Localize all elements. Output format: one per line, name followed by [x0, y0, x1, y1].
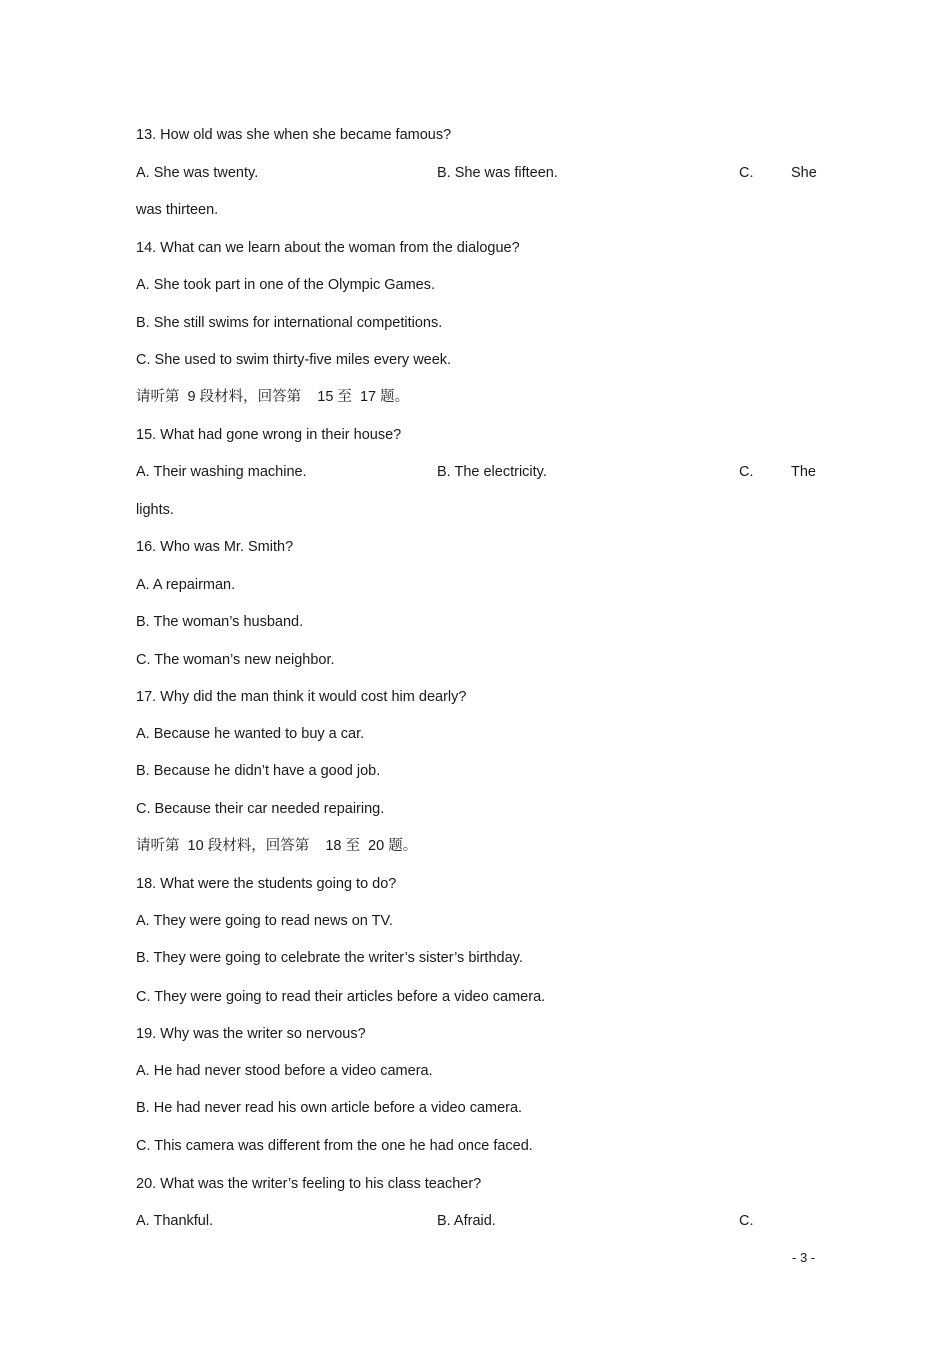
q15-option-c-rest: lights. — [136, 502, 174, 518]
q18-option-c: C. They were going to read their articles before a video camera. — [136, 989, 546, 1005]
q20-option-c-label: C. — [739, 1213, 754, 1229]
q16-option-a: A. A repairman. — [136, 577, 236, 593]
q17-option-c: C. Because their car needed repairing. — [136, 801, 385, 817]
q16-option-b: B. The woman’s husband. — [136, 614, 304, 630]
question-16: 16. Who was Mr. Smith? — [136, 539, 294, 555]
q15-option-b: B. The electricity. — [437, 464, 547, 480]
q14-option-b: B. She still swims for international competitions. — [136, 315, 443, 331]
q13-option-c-rest: was thirteen. — [136, 202, 219, 218]
q16-option-c: C. The woman’s new neighbor. — [136, 652, 335, 668]
question-18: 18. What were the students going to do? — [136, 876, 397, 892]
q15-option-a: A. Their washing machine. — [136, 464, 307, 480]
q15-option-c-word: The — [791, 464, 816, 480]
question-17: 17. Why did the man think it would cost him dearly? — [136, 689, 467, 705]
q19-option-a: A. He had never stood before a video camera. — [136, 1063, 433, 1079]
question-19: 19. Why was the writer so nervous? — [136, 1026, 366, 1042]
q15-option-c-label: C. — [739, 464, 754, 480]
q18-option-b: B. They were going to celebrate the writer’s sister’s birthday. — [136, 950, 523, 966]
q19-option-c: C. This camera was different from the one he had once faced. — [136, 1138, 533, 1154]
q20-option-b: B. Afraid. — [437, 1213, 496, 1229]
question-13: 13. How old was she when she became famous? — [136, 127, 452, 143]
question-15: 15. What had gone wrong in their house? — [136, 427, 402, 443]
q14-option-c: C. She used to swim thirty-five miles every week. — [136, 352, 452, 368]
page-number: - 3 - — [792, 1250, 816, 1265]
q13-option-c-word: She — [791, 165, 817, 181]
q14-option-a: A. She took part in one of the Olympic Games. — [136, 277, 436, 293]
q17-option-a: A. Because he wanted to buy a car. — [136, 726, 365, 742]
q13-option-c-label: C. — [739, 165, 754, 181]
q13-option-b: B. She was fifteen. — [437, 165, 558, 181]
question-20: 20. What was the writer’s feeling to his class teacher? — [136, 1176, 482, 1192]
q17-option-b: B. Because he didn’t have a good job. — [136, 763, 381, 779]
section-9-instruction: 请听第 9 段材料，回答第 15 至 17 题。 — [136, 389, 410, 405]
q20-option-a: A. Thankful. — [136, 1213, 214, 1229]
section-10-instruction: 请听第 10 段材料，回答第 18 至 20 题。 — [136, 838, 418, 854]
q13-option-a: A. She was twenty. — [136, 165, 259, 181]
q19-option-b: B. He had never read his own article before a video camera. — [136, 1100, 523, 1116]
question-14: 14. What can we learn about the woman from the dialogue? — [136, 240, 520, 256]
q18-option-a: A. They were going to read news on TV. — [136, 913, 393, 929]
